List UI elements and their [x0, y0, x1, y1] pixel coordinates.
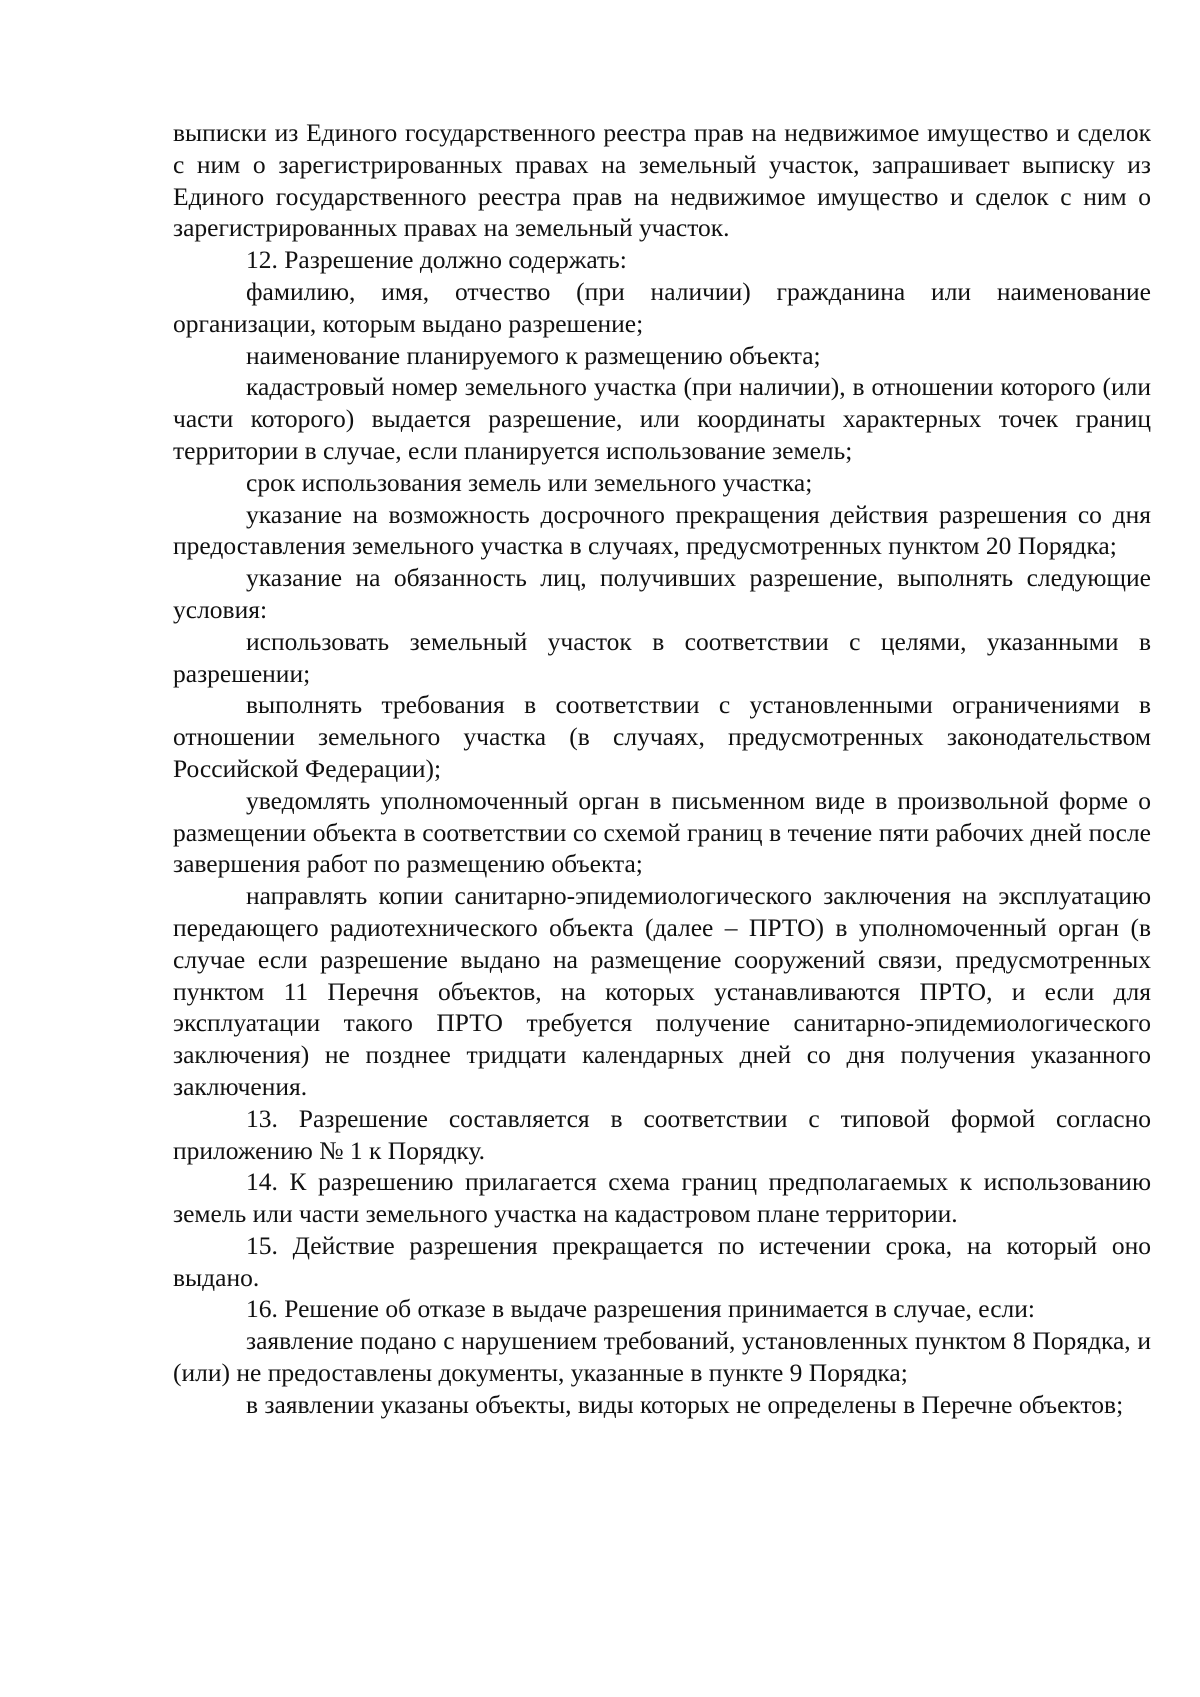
paragraph: в заявлении указаны объекты, виды которых не определены в Перечне объектов; [246, 1389, 1124, 1419]
paragraph: указание на обязанность лиц, получивших разрешение, выполнять следующие условия: [173, 563, 1151, 624]
document-page [173, 117, 1151, 1421]
section-paragraph: 15. Действие разрешения прекращается по истечении срока, на который оно выдано. [173, 1230, 1151, 1292]
paragraph: кадастровый номер земельного участка (при наличии), в отношении которого (или части которого) выдается разрешение, или координаты характерных точек границ территории в случае, если планируется использование земель; [173, 372, 1151, 465]
section-paragraph: 13. Разрешение составляется в соответствии с типовой формой согласно приложению № 1 к Порядку. [173, 1103, 1151, 1165]
paragraph: срок использования земель или земельного участка; [246, 467, 813, 497]
section-heading: 12. Разрешение должно содержать: [246, 245, 627, 275]
section-paragraph: 14. К разрешению прилагается схема границ предполагаемых к использованию земель или части земельного участка на кадастровом плане территории. [173, 1167, 1151, 1229]
paragraph: уведомлять уполномоченный орган в письменном виде в произвольной форме о размещении объекта в соответствии со схемой границ в течение пяти рабочих дней после завершения работ по размещению объекта; [173, 785, 1151, 879]
paragraph: наименование планируемого к размещению объекта; [246, 340, 821, 370]
section-paragraph: 16. Решение об отказе в выдаче разрешения принимается в случае, если: [246, 1294, 1035, 1324]
paragraph: выполнять требования в соответствии с установленными ограничениями в отношении земельного участка (в случаях, предусмотренных законодательством Российской Федерации); [173, 690, 1151, 783]
paragraph: заявление подано с нарушением требований, установленных пунктом 8 Порядка, и (или) не предоставлены документы, указанные в пункте 9 Порядка; [173, 1326, 1151, 1388]
paragraph: фамилию, имя, отчество (при наличии) гражданина или наименование организации, которым выдано разрешение; [173, 276, 1151, 338]
paragraph: использовать земельный участок в соответствии с целями, указанными в разрешении; [173, 626, 1151, 688]
paragraph: направлять копии санитарно-эпидемиологического заключения на эксплуатацию передающего радиотехнического объекта (далее – ПРТО) в уполномоченный орган (в случае если разрешение выдано на размещение сооружений связи, предусмотренных пунктом 11 Перечня объектов, на которых устанавливаются ПРТО, и если для эксплуатации такого ПРТО требуется получение санитарно-эпидемиологического заключения) не позднее тридцати календарных дней со дня получения указанного заключения. [173, 881, 1151, 1101]
paragraph: указание на возможность досрочного прекращения действия разрешения со дня предоставления земельного участка в случаях, предусмотренных пунктом 20 Порядка; [173, 499, 1151, 561]
paragraph: выписки из Единого государственного реестра прав на недвижимое имущество и сделок с ним о зарегистрированных правах на земельный участок, запрашивает выписку из Единого государственного реестра прав на недвижимое имущество и сделок с ним о зарегистрированных правах на земельный участок. [173, 118, 1151, 243]
